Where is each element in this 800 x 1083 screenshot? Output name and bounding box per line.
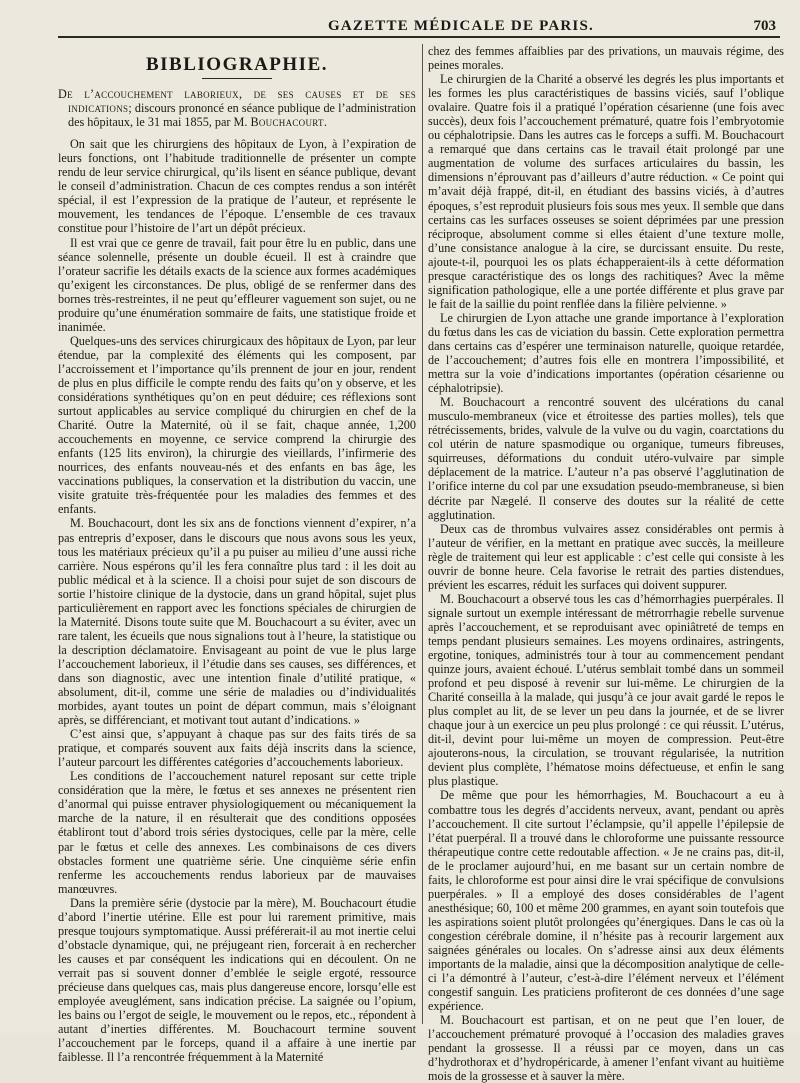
right-column	[428, 44, 784, 1083]
left-column	[58, 44, 416, 1065]
running-title: GAZETTE MÉDICALE DE PARIS.	[328, 18, 594, 34]
page-header	[58, 12, 780, 38]
section-title: BIBLIOGRAPHIE.	[145, 54, 328, 75]
paragraph: Dans la première série (dystocie par la mère), M. Bouchacourt étudie d’abord l’inertie utérine. Elle est pour lui rarement primitive, mais presque toujours symptomatique. Aussi préférerait-il au mot inertie celui d’obstacle dynamique, qui, ne préjugeant rien, forcerait à en rechercher les causes et par conséquent les indications qui en découlent. On ne verrait pas si souvent donner d’emblée le seigle ergoté, ressource précieuse dans quelques cas, mais plus dangereuse encore, lorsqu’elle est employée aveuglément, sans indication précise. La saignée ou l’opium, les bains ou l’ergot de seigle, le mouvement ou le repos, etc., répondent à autant d’inerties différentes. M. Bouchacourt termine souvent l’accouchement par le forceps, quand il a affaire à une inertie par faiblesse. Il l’a rencontrée fréquemment à la Maternité	[58, 895, 416, 1065]
left-paragraphs	[58, 137, 416, 1064]
paragraph: M. Bouchacourt a observé tous les cas d’hémorrhagies puerpérales. Il signale surtout un exemple intéressant de métrorrhagie rebelle survenue après l’accouchement, et se reproduisant avec opiniâtreté de temps en temps pendant plusieurs semaines. Les moyens ordinaires, astringents, ergotine, toniques, administrés tour à tour au commencement pendant quinze jours, avaient échoué. L’utérus semblait tombé dans un sommeil profond et peu disposé à revenir sur lui-même. Le chirurgien de la Charité conseilla à la malade, qui jusqu’à ce jour avait gardé le repos le plus complet au lit, de se lever un peu dans la journée, et de se livrer chaque jour à un exercice un peu plus prolongé : ce qui réussit. L’utérus, dit-il, devint pour lui-même un moyen de compression. Peut-être ajouterons-nous, la circulation, se trouvant régularisée, la nutrition devient plus complète, l’hématose moins défectueuse, et enfin le sang plus plastique.	[428, 591, 784, 789]
text-columns	[58, 44, 784, 1083]
paragraph: Quelques-uns des services chirurgicaux des hôpitaux de Lyon, par leur étendue, par la complexité des éléments qui les composent, par l’accroissement et l’importance qu’ils prennent de jour en jour, rendent de plus en plus difficile le compte rendu des faits qu’on y observe, et les considérations synthétiques qu’on en peut déduire; ces réflexions sont surtout applicables au service compliqué du chirurgien en chef de la Charité. Outre la Maternité, où il se fait, chaque année, 1,200 accouchements en moyenne, ce service comprend la chirurgie des enfants (125 lits environ), la chirurgie des vieillards, l’infirmerie des nourrices, des enfants nouveau-nés et des enfants en bas âge, les vaccinations publiques, la conservation et la distribution du vaccin, une visite gratuite très-fréquentée pour les maladies des femmes et des enfants.	[58, 333, 416, 517]
right-paragraphs	[428, 44, 784, 1083]
paragraph: chez des femmes affaiblies par des privations, un mauvais régime, des peines morales.	[428, 44, 784, 73]
paragraph: Il est vrai que ce genre de travail, fait pour être lu en public, dans une séance solennelle, présente un double écueil. Il est à craindre que l’orateur sacrifie les détails exacts de la science aux formes académiques qu’exigent les circonstances. De plus, obligé de se renfermer dans des bornes très-restreintes, il ne peut qu’effleurer vaguement son sujet, ou ne produire qu’une énumération sommaire de faits, une statistique froide et inanimée.	[58, 235, 416, 334]
paragraph: Les conditions de l’accouchement naturel reposant sur cette triple considération que la mère, le fœtus et ses annexes ne présentent rien d’anormal qui puisse entraver physiologiquement ou mécaniquement la marche de la nature, il en résulterait que des conditions opposées établiront tout d’abord trois séries dystociques, celle par la mère, celle par le fœtus et celle des annexes. Les combinaisons de ces divers obstacles forment une quatrième série. Une cinquième série enfin renferme les accouchements rendus laborieux par de mauvaises manœuvres.	[58, 769, 416, 896]
column-divider	[422, 44, 423, 1024]
paragraph: On sait que les chirurgiens des hôpitaux de Lyon, à l’expiration de leurs fonctions, ont l’habitude traditionnelle de présenter un compte rendu de leur service chirurgical, qu’ils lisent en séance publique, devant le conseil d’administration. Chacun de ces comptes rendus a son intérêt spécial, il est l’expression de la pratique de l’auteur, et représente le mouvement, les tendances de l’époque. L’ensemble de ces travaux constitue pour l’histoire de l’art un dépôt précieux.	[58, 137, 416, 236]
paragraph: Deux cas de thrombus vulvaires assez considérables ont permis à l’auteur de vérifier, en la mettant en pratique avec succès, la meilleure règle de traitement qui leur est applicable : c’est celle qui consiste à les ouvrir de bonne heure. Cela favorise le retrait des parties distendues, prévient les escarres, réduit les surfaces qui doivent suppurer.	[428, 521, 784, 592]
article-heading	[58, 87, 416, 129]
paragraph: M. Bouchacourt a rencontré souvent des ulcérations du canal musculo-membraneux (vice et étroitesse des parties molles), tels que rétrécissements, brides, valvule de la vulve ou du vagin, coarctations du col utérin de nature spasmodique ou organique, tumeurs fibreuses, squirreuses, déformations du conduit utéro-vulvaire par simple déplacement de la matrice. L’auteur n’a pas observé l’agglutination de l’orifice interne du col par une exsudation pseudo-membraneuse, si bien décrite par Nægelé. Il conserve des doutes sur la réalité de cette agglutination.	[428, 395, 784, 522]
paragraph: Le chirurgien de la Charité a observé les degrés les plus importants et les formes les plus caractéristiques de bassins viciés, sauf l’oblique ovalaire. Quatre fois il a pratiqué l’opération césarienne (une fois avec succès), deux fois l’accouchement prématuré, quatre fois l’embryotomie ou céphalotripsie. Dans les autres cas le forceps a suffi. M. Bouchacourt a remarqué que dans certains cas le travail était prolongé par une augmentation de volume des surfaces articulaires du bassin, les dimensions n’éprouvant pas d’ailleurs d’autre réduction. « Ce point qui m’avait déjà frappé, dit-il, en étudiant des bassins viciés, à d’autres époques, s’est reproduit plusieurs fois sous mes yeux. Il semble que dans certains cas les surfaces osseuses se soient déprimées par une pression réciproque, absolument comme si elles étaient d’une texture molle, d’une consistance analogue à la cire, se durcissant ensuite. Du reste, ajoute-t-il, pourquoi les os plats échapperaient-ils à cette déformation presque caractéristique des os longs des rachitiques? Avec la même signification pathologique, elle a une portée différente et plus grave par le fait de la saillie du point renflée dans la filière pelvienne. »	[428, 72, 784, 311]
paragraph: De même que pour les hémorrhagies, M. Bouchacourt a eu à combattre tous les degrés d’accidents nerveux, avant, pendant ou après l’accouchement. Il cite surtout l’éclampsie, qu’il appelle l’épilepsie de l’état puerpéral. Il a trouvé dans le chloroforme une puissante ressource thérapeutique contre cette redoutable affection. « Je ne crains pas, dit-il, de le proclamer aujourd’hui, en me basant sur un certain nombre de faits, le chloroforme est pour ainsi dire le vrai spécifique de convulsions puerpérales. » Il a employé des doses considérables de l’agent anesthésique; 60, 100 et même 200 grammes, en ayant soin toutefois que les aspirations soient plutôt prolongées qu’énergiques. Dans le cas où la congestion cérébrale domine, il n’hésite pas à recourir largement aux saignées générales ou locales. On s’adresse ainsi aux deux éléments importants de la maladie, ainsi que la décomposition analytique de celle-ci l’a démontré à l’auteur, c’est-à-dire l’élément nerveux et l’élément congestif sanguin. Les praticiens profiteront de ces données d’une sage expérience.	[428, 788, 784, 1014]
section-divider	[202, 78, 272, 79]
article-subtitle: ; discours prononcé en séance publique de l’administration des hôpitaux, le 31 mai 1855, par M.	[68, 101, 416, 130]
page-number: 703	[753, 18, 776, 34]
article-title: De l’accouchement laborieux, de ses causes et de ses indications	[58, 87, 416, 116]
paragraph: M. Bouchacourt est partisan, et on ne peut que l’en louer, de l’accouchement prématuré provoqué à l’occasion des maladies graves pendant la grossesse. Il a réussi par ce moyen, dans un cas d’hydrothorax et d’hydropéricarde, à amener l’enfant vivant au huitième mois de la grossesse et à sauver la mère.	[428, 1013, 784, 1083]
paragraph: Le chirurgien de Lyon attache une grande importance à l’exploration du fœtus dans les cas de viciation du bassin. Cette exploration permettra dans certains cas d’espérer une terminaison naturelle, quoique retardée, de l’accouchement; d’autres fois elle en montrera l’impossibilité, et mettra sur la voie d’indications importantes (opération césarienne ou céphalotripsie).	[428, 310, 784, 396]
paragraph: M. Bouchacourt, dont les six ans de fonctions viennent d’expirer, n’a pas entrepris d’exposer, dans le discours que nous avons sous les yeux, tous les matériaux précieux qu’il a pu puiser au milieu d’une aussi riche carrière. Nous espérons qu’il les fera connaître plus tard : il les doit au public médical et à la science. Il a choisi pour sujet de son discours de sortie l’histoire clinique de la dystocie, dans un grand hôpital, sujet plus particulièrement en rapport avec les fonctions spéciales de chirurgien de la Maternité. Disons toute suite que M. Bouchacourt a su éviter, avec un rare talent, les écueils que nous signalions tout à l’heure, la statistique ou la description déclamatoire. Envisageant au point de vue le plus large l’accouchement laborieux, il l’étudie dans ses causes, ses différences, et dans son diagnostic, avec une intention finale d’utilité pratique, « absolument, dit-il, comme une série de maladies ou d’individualités morbides, ayant toutes un point de départ commun, mais s’éloignant après, se différenciant, et motivant tout autant d’indications. »	[58, 516, 416, 728]
paragraph: C’est ainsi que, s’appuyant à chaque pas sur des faits tirés de sa pratique, et comparés souvent aux faits déjà inscrits dans la science, l’auteur parcourt les différentes catégories d’accouchements laborieux.	[58, 727, 416, 770]
article-author: Bouchacourt	[250, 115, 324, 130]
article-title-end: .	[323, 115, 327, 130]
